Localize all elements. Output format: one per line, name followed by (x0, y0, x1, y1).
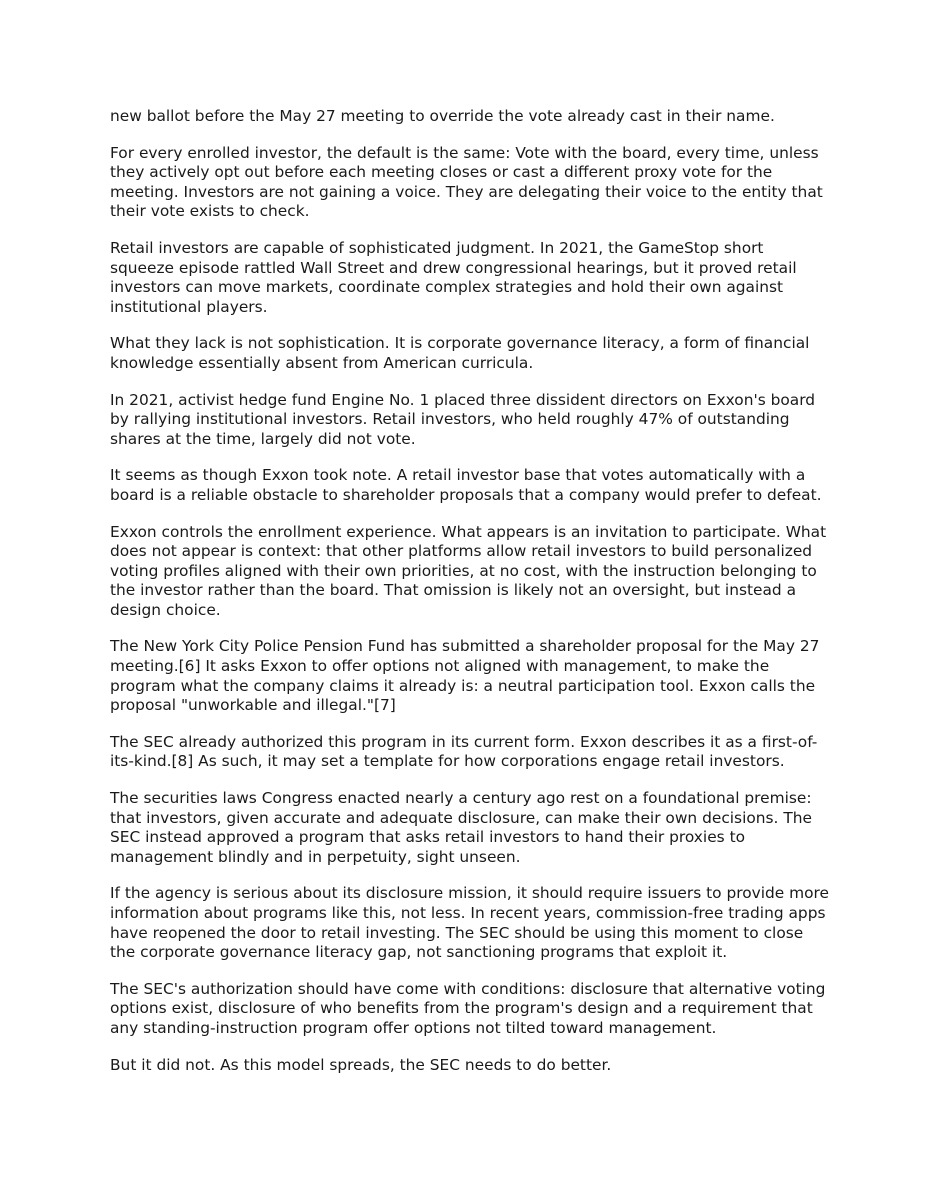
paragraph-pension-fund-proposal: The New York City Police Pension Fund has submitted a shareholder proposal for the May 27 meeting.[6] It asks Exxon to offer options not aligned with management, to make the program what the company claims it already is: a neutral participation tool. Exxon calls the proposal "unworkable and illegal."[7] (110, 637, 820, 715)
paragraph-conditions: The SEC's authorization should have come with conditions: disclosure that alternative voting options exist, disclosure of who benefits from the program's design and a requirement that any standing-instruction program offer options not tilted toward management. (110, 979, 826, 1037)
paragraph-governance-literacy: What they lack is not sophistication. It is corporate governance literacy, a form of financial knowledge essentially absent from American curricula. (110, 334, 810, 372)
paragraph-exxon-took-note: It seems as though Exxon took note. A retail investor base that votes automatically with a board is a reliable obstacle to shareholder proposals that a company would prefer to defeat. (110, 466, 822, 504)
paragraph-enrollment-experience: Exxon controls the enrollment experience. What appears is an invitation to participate. What does not appear is context: that other platforms allow retail investors to build personalized voting profiles aligned with their own priorities, at no cost, with the instruction belonging to the investor rather than the board. That omission is likely not an oversight, but instead a design choice. (110, 522, 827, 619)
paragraph-sec-authorized: The SEC already authorized this program in its current form. Exxon describes it as a first-of-its-kind.[8] As such, it may set a template for how corporations engage retail investors. (110, 732, 818, 771)
article-body (110, 107, 830, 1092)
paragraph-disclosure-mission: If the agency is serious about its disclosure mission, it should require issuers to provide more information about programs like this, not less. In recent years, commission-free trading apps have reopened the door to retail investing. The SEC should be using this moment to close the corporate governance literacy gap, not sanctioning programs that exploit it. (110, 884, 830, 962)
paragraph-ballot-override: new ballot before the May 27 meeting to override the vote already cast in their name. (110, 107, 775, 125)
paragraph-securities-laws: The securities laws Congress enacted nearly a century ago rest on a foundational premise: that investors, given accurate and adequate disclosure, can make their own decisions. The SEC instead approved a program that asks retail investors to hand their proxies to management blindly and in perpetuity, sight unseen. (110, 789, 812, 866)
paragraph-retail-judgment: Retail investors are capable of sophisticated judgment. In 2021, the GameStop short squeeze episode rattled Wall Street and drew congressional hearings, but it proved retail investors can move markets, coordinate complex strategies and hold their own against institutional players. (110, 238, 797, 316)
paragraph-default-vote: For every enrolled investor, the default is the same: Vote with the board, every time, unless they actively opt out before each meeting closes or cast a different proxy vote for the meeting. Investors are not gaining a voice. They are delegating their voice to the entity that their vote exists to check. (110, 143, 823, 221)
paragraph-engine-no-1: In 2021, activist hedge fund Engine No. 1 placed three dissident directors on Exxon's board by rallying institutional investors. Retail investors, who held roughly 47% of outstanding shares at the time, largely did not vote. (110, 390, 816, 448)
paragraph-conclusion: But it did not. As this model spreads, the SEC needs to do better. (110, 1055, 612, 1074)
